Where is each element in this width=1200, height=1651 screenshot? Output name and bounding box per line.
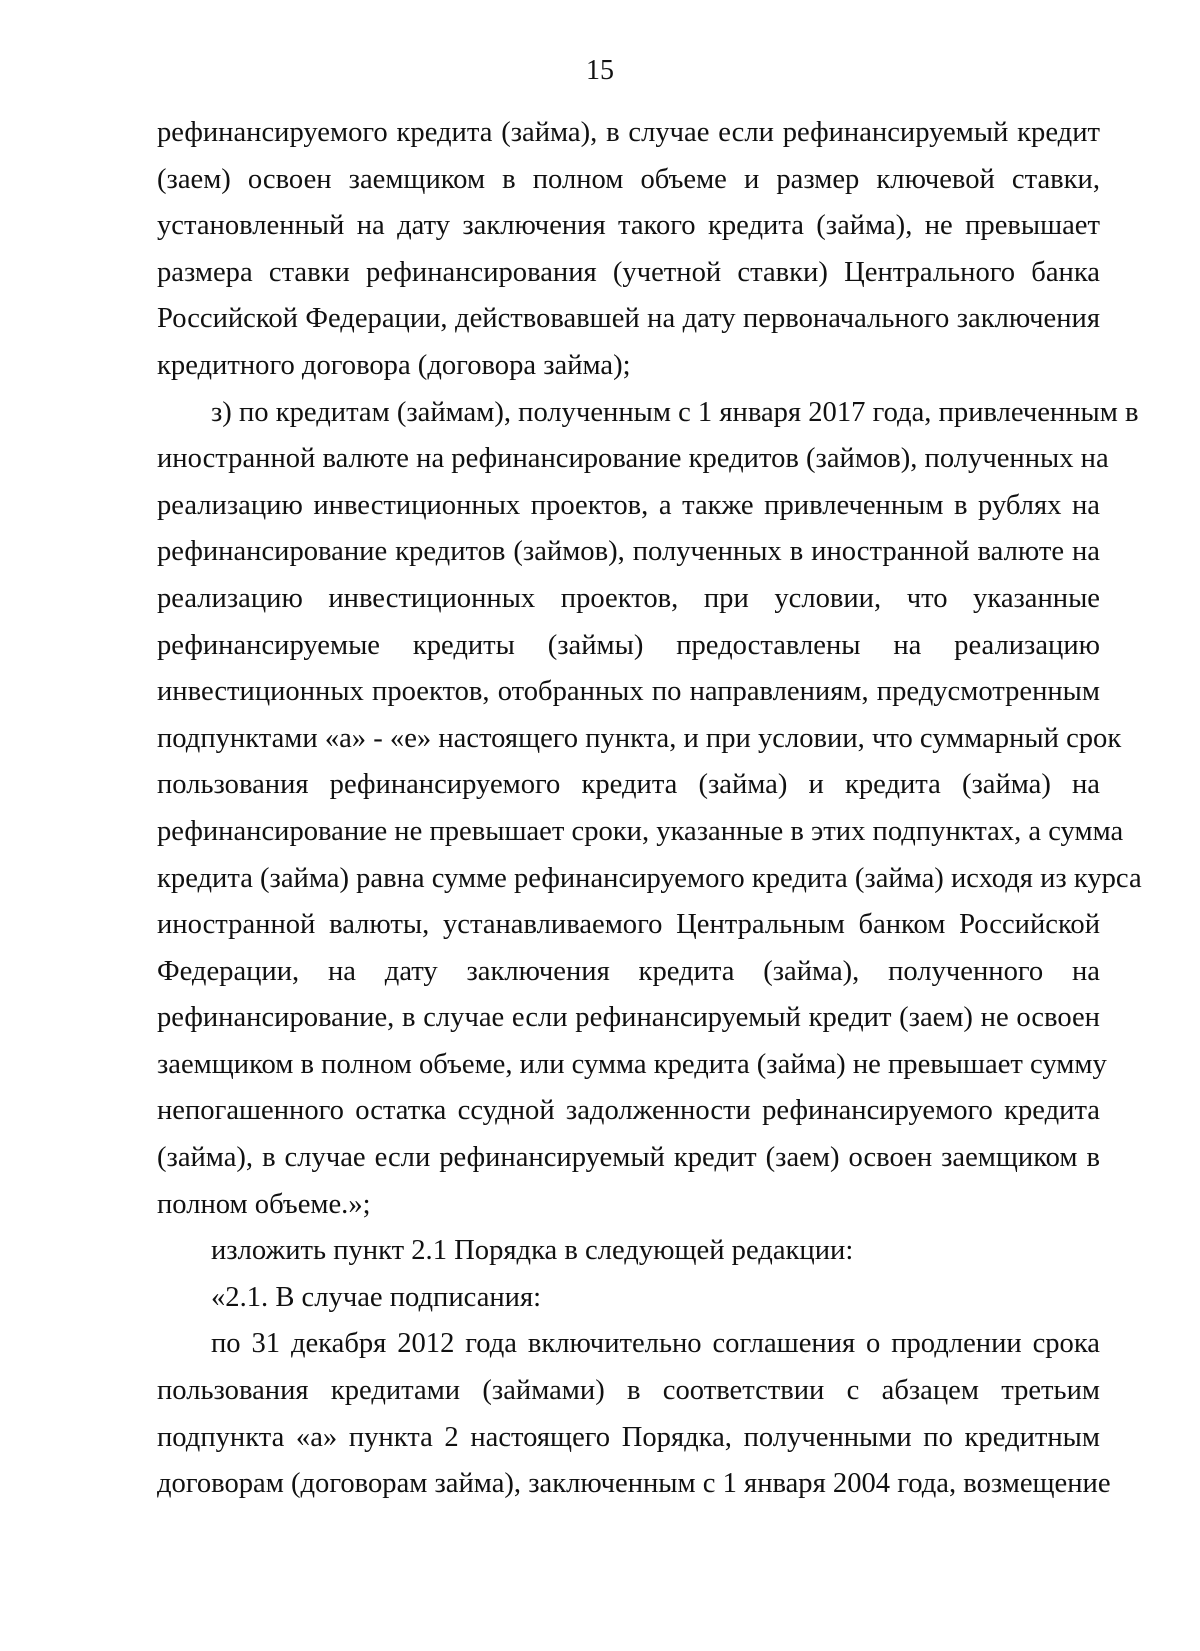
- text-line: Российской Федерации, действовавшей на дату первоначального заключения: [157, 303, 1100, 335]
- text-line: кредита (займа) равна сумме рефинансируемого кредита (займа) исходя из курса: [157, 862, 1142, 894]
- text-line: размера ставки рефинансирования (учетной ставки) Центрального банка: [157, 256, 1100, 288]
- text-line: рефинансирование, в случае если рефинансируемый кредит (заем) не освоен: [157, 1002, 1100, 1034]
- text-line: установленный на дату заключения такого кредита (займа), не превышает: [157, 210, 1100, 242]
- text-line: рефинансируемого кредита (займа), в случае если рефинансируемый кредит: [157, 117, 1100, 148]
- text-line: подпунктами «а» - «е» настоящего пункта, и при условии, что суммарный срок: [157, 722, 1122, 754]
- text-line: инвестиционных проектов, отобранных по направлениям, предусмотренным: [157, 676, 1100, 708]
- body-text: [157, 110, 1142, 1508]
- text-line: пользования рефинансируемого кредита (займа) и кредита (займа) на: [157, 769, 1100, 801]
- text-line: по 31 декабря 2012 года включительно соглашения о продлении срока: [211, 1328, 1100, 1360]
- text-line: реализацию инвестиционных проектов, при условии, что указанные: [157, 582, 1100, 614]
- text-line: иностранной валюты, устанавливаемого Центральным банком Российской: [157, 909, 1100, 941]
- text-line: заемщиком в полном объеме, или сумма кредита (займа) не превышает сумму: [157, 1048, 1107, 1080]
- text-line: полном объеме.»;: [157, 1188, 371, 1220]
- text-line: (заем) освоен заемщиком в полном объеме и размер ключевой ставки,: [157, 163, 1100, 195]
- text-line: иностранной валюте на рефинансирование кредитов (займов), полученных на: [157, 443, 1109, 475]
- text-line: рефинансирование кредитов (займов), полученных в иностранной валюте на: [157, 536, 1100, 568]
- text-line: пользования кредитами (займами) в соответствии с абзацем третьим: [157, 1375, 1100, 1407]
- text-line: реализацию инвестиционных проектов, а также привлеченным в рублях на: [157, 489, 1100, 521]
- text-line: рефинансирование не превышает сроки, указанные в этих подпунктах, а сумма: [157, 815, 1124, 847]
- page-number: 15: [586, 55, 614, 86]
- text-line: договорам (договорам займа), заключенным с 1 января 2004 года, возмещение: [157, 1468, 1111, 1500]
- text-line: «2.1. В случае подписания:: [211, 1281, 542, 1313]
- text-line: изложить пункт 2.1 Порядка в следующей редакции:: [211, 1235, 854, 1267]
- text-line: непогашенного остатка ссудной задолженности рефинансируемого кредита: [157, 1095, 1100, 1127]
- text-line: кредитного договора (договора займа);: [157, 349, 631, 381]
- text-line: (займа), в случае если рефинансируемый кредит (заем) освоен заемщиком в: [157, 1142, 1100, 1174]
- text-line: Федерации, на дату заключения кредита (займа), полученного на: [157, 955, 1100, 987]
- text-line: подпункта «а» пункта 2 настоящего Порядка, полученными по кредитным: [157, 1421, 1100, 1453]
- text-line: з) по кредитам (займам), полученным с 1 января 2017 года, привлеченным в: [211, 396, 1139, 428]
- text-line: рефинансируемые кредиты (займы) предоставлены на реализацию: [157, 629, 1100, 661]
